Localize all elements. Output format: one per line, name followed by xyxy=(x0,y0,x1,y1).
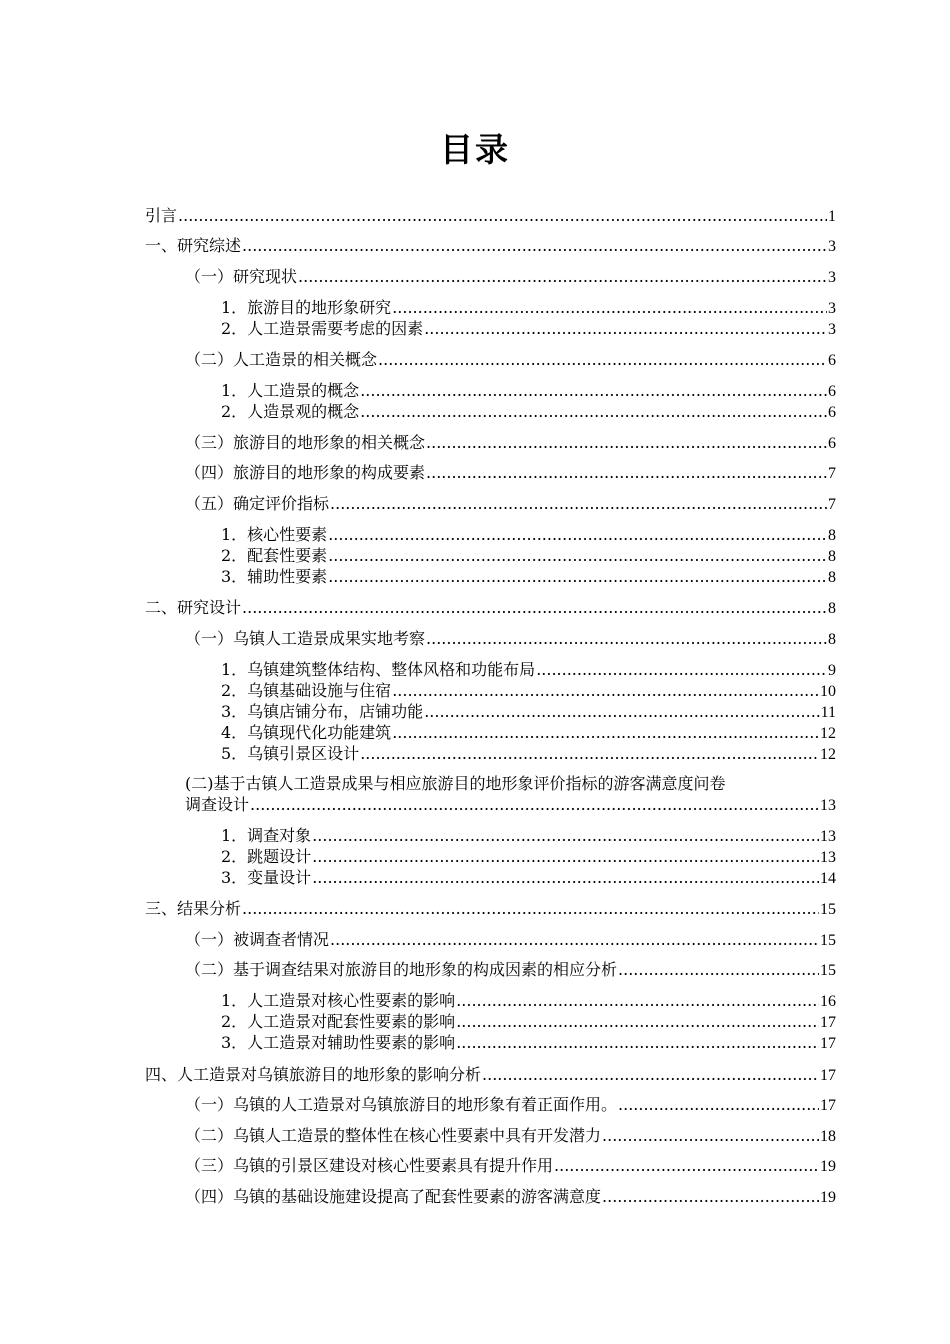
dot-leader xyxy=(328,567,827,587)
page-number: 17 xyxy=(820,1097,836,1114)
toc-entry[interactable]: 二、研究设计 ..... 8 xyxy=(145,598,836,619)
dot-leader xyxy=(360,744,819,764)
toc-entry[interactable]: 四、人工造景对乌镇旅游目的地形象的影响分析 ..... 17 xyxy=(145,1065,836,1086)
toc-entry[interactable]: （一）被调查者情况 ..... 15 xyxy=(185,930,836,951)
toc-entry[interactable]: 3．人工造景对辅助性要素的影响 ..... 17 xyxy=(221,1033,836,1054)
toc-entry[interactable]: 5．乌镇引景区设计 ..... 12 xyxy=(221,744,836,765)
dot-leader xyxy=(456,1033,819,1053)
dot-leader xyxy=(378,350,827,370)
page-number: 6 xyxy=(828,435,836,452)
page-number: 16 xyxy=(820,993,836,1010)
toc-entry[interactable]: 1．人工造景对核心性要素的影响 ..... 16 xyxy=(221,991,836,1012)
toc-entry[interactable]: 一、研究综述 ..... 3 xyxy=(145,236,836,257)
page-number: 3 xyxy=(828,269,836,286)
dot-leader xyxy=(242,598,827,618)
page-number: 17 xyxy=(820,1014,836,1031)
toc-entry[interactable]: （三）乌镇的引景区建设对核心性要素具有提升作用 ..... 19 xyxy=(185,1156,836,1177)
page-number: 13 xyxy=(820,849,836,866)
page-number: 15 xyxy=(820,962,836,979)
dot-leader xyxy=(328,546,827,566)
page-number: 8 xyxy=(828,631,836,648)
toc-entry[interactable]: （一）研究现状 ..... 3 xyxy=(185,267,836,288)
dot-leader xyxy=(242,236,827,256)
page-number: 14 xyxy=(820,870,836,887)
page-number: 19 xyxy=(820,1189,836,1206)
dot-leader xyxy=(312,826,819,846)
dot-leader xyxy=(178,206,827,226)
toc-entry[interactable]: （四）乌镇的基础设施建设提高了配套性要素的游客满意度 ..... 19 xyxy=(185,1187,836,1208)
page-number: 15 xyxy=(820,901,836,918)
dot-leader xyxy=(392,723,819,743)
dot-leader xyxy=(618,960,819,980)
dot-leader xyxy=(424,319,827,339)
page-number: 10 xyxy=(820,683,836,700)
page-number: 7 xyxy=(828,465,836,482)
dot-leader xyxy=(360,402,827,422)
dot-leader xyxy=(312,847,819,867)
toc-entry[interactable]: （一）乌镇的人工造景对乌镇旅游目的地形象有着正面作用。 ..... 17 xyxy=(185,1095,836,1116)
dot-leader xyxy=(328,525,827,545)
toc-entry[interactable]: （二）乌镇人工造景的整体性在核心性要素中具有开发潜力 ..... 18 xyxy=(185,1126,836,1147)
page-number: 3 xyxy=(828,300,836,317)
toc-entry[interactable]: 3．变量设计 ..... 14 xyxy=(221,868,836,889)
dot-leader xyxy=(456,1012,819,1032)
toc-entry[interactable]: （二）基于调查结果对旅游目的地形象的构成因素的相应分析 ..... 15 xyxy=(185,960,836,981)
page-number: 6 xyxy=(828,404,836,421)
dot-leader xyxy=(602,1187,819,1207)
toc-entry[interactable]: 2．乌镇基础设施与住宿 ..... 10 xyxy=(221,681,836,702)
dot-leader xyxy=(330,494,827,514)
dot-leader xyxy=(554,1156,819,1176)
toc-entry[interactable]: 2．配套性要素 ..... 8 xyxy=(221,546,836,567)
dot-leader xyxy=(360,381,827,401)
dot-leader xyxy=(250,795,819,815)
toc-entry[interactable]: 三、结果分析 ..... 15 xyxy=(145,899,836,920)
dot-leader xyxy=(392,298,827,318)
page-number: 11 xyxy=(820,704,836,721)
dot-leader xyxy=(456,991,819,1011)
toc-entry[interactable]: 1．核心性要素 ..... 8 xyxy=(221,525,836,546)
page-number: 12 xyxy=(820,746,836,763)
toc-entry[interactable]: （四）旅游目的地形象的构成要素 ..... 7 xyxy=(185,463,836,484)
page-number: 19 xyxy=(820,1158,836,1175)
page-number: 9 xyxy=(828,662,836,679)
page-number: 3 xyxy=(828,321,836,338)
toc-title: 目录 xyxy=(440,130,510,169)
dot-leader xyxy=(330,930,819,950)
toc-entry[interactable]: 4．乌镇现代化功能建筑 ..... 12 xyxy=(221,723,836,744)
toc-entry[interactable]: 2．人造景观的概念 ..... 6 xyxy=(221,402,836,423)
page-number: 8 xyxy=(828,569,836,586)
toc-entry[interactable]: 引言 ..... 1 xyxy=(145,206,836,227)
toc-entry[interactable]: 1．旅游目的地形象研究 ..... 3 xyxy=(221,298,836,319)
toc-entry[interactable]: （二）人工造景的相关概念 ..... 6 xyxy=(185,350,836,371)
toc-entry[interactable]: 2．人工造景需要考虑的因素 ..... 3 xyxy=(221,319,836,340)
toc-entry[interactable]: 3．辅助性要素 ..... 8 xyxy=(221,567,836,588)
page-number: 17 xyxy=(820,1067,836,1084)
dot-leader xyxy=(392,681,819,701)
toc-entry[interactable]: （一）乌镇人工造景成果实地考察 ..... 8 xyxy=(185,629,836,650)
page-number: 6 xyxy=(828,352,836,369)
toc-entry[interactable]: 2．人工造景对配套性要素的影响 ..... 17 xyxy=(221,1012,836,1033)
page-number: 1 xyxy=(828,208,836,225)
page-number: 12 xyxy=(820,725,836,742)
page-number: 3 xyxy=(828,238,836,255)
dot-leader xyxy=(618,1095,819,1115)
page-number: 8 xyxy=(828,527,836,544)
page-number: 15 xyxy=(820,932,836,949)
toc-entry-line1[interactable]: (二)基于古镇人工造景成果与相应旅游目的地形象评价指标的游客满意度问卷 xyxy=(185,774,726,793)
dot-leader xyxy=(424,702,819,722)
toc-entry[interactable]: （三）旅游目的地形象的相关概念 ..... 6 xyxy=(185,433,836,454)
toc-entry[interactable]: （五）确定评价指标 ..... 7 xyxy=(185,494,836,515)
page-number: 6 xyxy=(828,383,836,400)
page-number: 7 xyxy=(828,496,836,513)
dot-leader xyxy=(482,1065,819,1085)
toc-entry[interactable]: 1．调查对象 ..... 13 xyxy=(221,826,836,847)
page-number: 13 xyxy=(820,797,836,814)
page-number: 13 xyxy=(820,828,836,845)
dot-leader xyxy=(312,868,819,888)
toc-entry[interactable]: 1．人工造景的概念 ..... 6 xyxy=(221,381,836,402)
page-number: 18 xyxy=(820,1128,836,1145)
toc-entry[interactable]: 3．乌镇店铺分布，店铺功能 ..... 11 xyxy=(221,702,836,723)
dot-leader xyxy=(426,629,827,649)
page-number: 17 xyxy=(820,1035,836,1052)
toc-entry[interactable]: 调查设计 ..... 13 xyxy=(185,795,836,816)
page-number: 8 xyxy=(828,600,836,617)
page-number: 8 xyxy=(828,548,836,565)
toc-entry[interactable]: 1．乌镇建筑整体结构、整体风格和功能布局 ..... 9 xyxy=(221,660,836,681)
dot-leader xyxy=(536,660,827,680)
dot-leader xyxy=(602,1126,819,1146)
dot-leader xyxy=(242,899,819,919)
dot-leader xyxy=(298,267,827,287)
toc-entry[interactable]: 2．跳题设计 ..... 13 xyxy=(221,847,836,868)
dot-leader xyxy=(426,433,827,453)
dot-leader xyxy=(426,463,827,483)
